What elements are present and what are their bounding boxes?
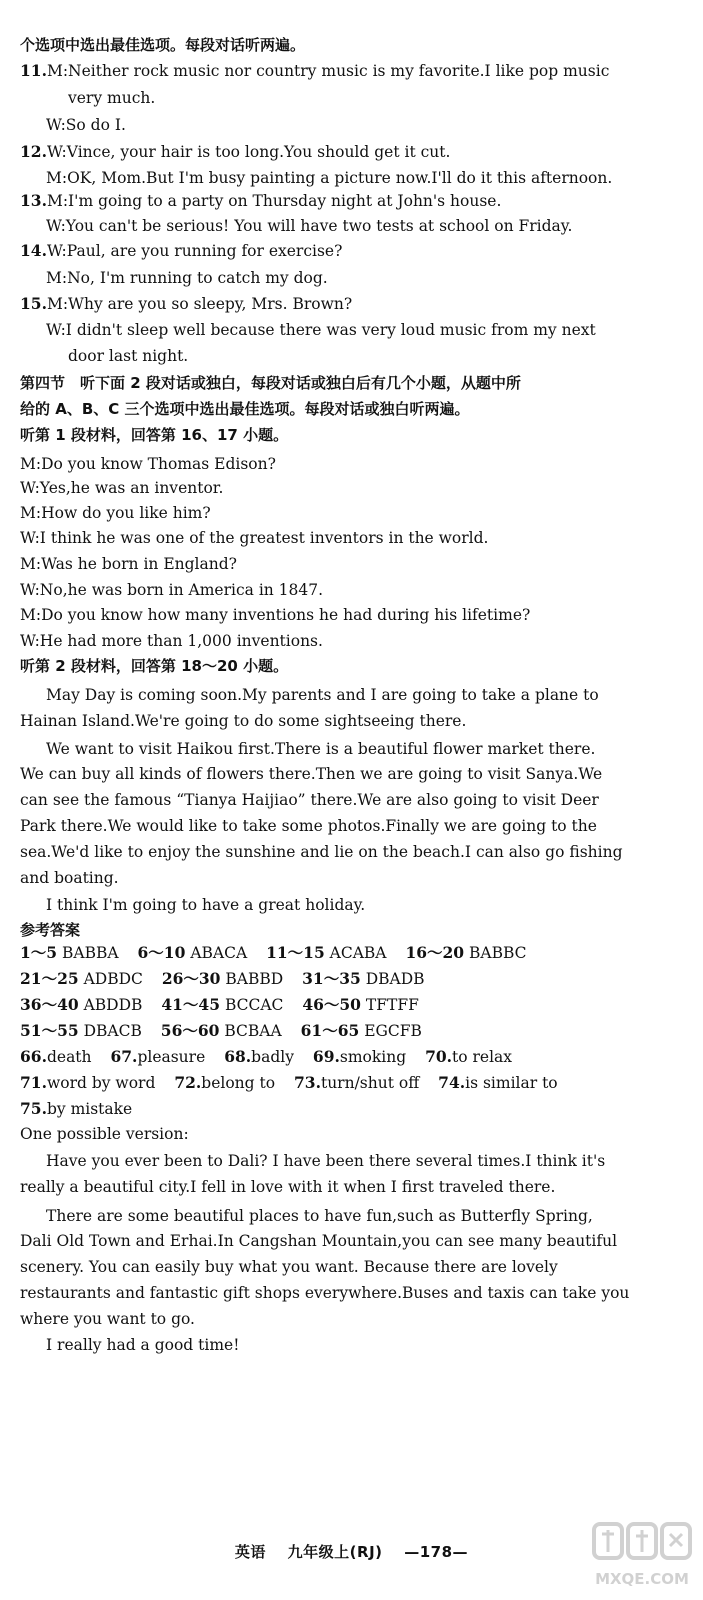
dialogue-line: M:Do you know Thomas Edison?: [20, 455, 276, 473]
dialogue-line: door last night.: [68, 347, 189, 365]
answer-row: [20, 1097, 690, 1121]
answer-row: [20, 967, 690, 991]
answer-group: 74.is similar to: [438, 1073, 558, 1092]
section-intro-tail: 个选项中选出最佳选项。每段对话听两遍。: [20, 36, 306, 54]
essay-line: where you want to go.: [20, 1310, 195, 1328]
dialogue-line: M:Was he born in England?: [20, 555, 237, 573]
essay-line: There are some beautiful places to have fun,such as Butterfly Spring,: [46, 1207, 593, 1225]
answer-group: 56～60 BCBAA: [160, 1021, 282, 1040]
passage-line: can see the famous “Tianya Haijiao” there.We are also going to visit Deer: [20, 791, 599, 809]
passage-line: Hainan Island.We're going to do some sightseeing there.: [20, 712, 467, 730]
dialogue-line: 12.W:Vince, your hair is too long.You should get it cut.: [20, 142, 451, 161]
essay-line: really a beautiful city.I fell in love with it when I first traveled there.: [20, 1178, 556, 1196]
dialogue-line: W:So do I.: [46, 116, 126, 134]
answer-group: 31～35 DBADB: [302, 969, 425, 988]
footer-subject: 英语: [234, 1543, 266, 1561]
passage-line: Park there.We would like to take some photos.Finally we are going to the: [20, 817, 597, 835]
answer-group: 26～30 BABBD: [161, 969, 284, 988]
dialogue-line: 14.W:Paul, are you running for exercise?: [20, 241, 343, 260]
answer-group: 75.by mistake: [20, 1099, 133, 1118]
answer-group: 67.pleasure: [110, 1047, 206, 1066]
dialogue-line: 11.M:Neither rock music nor country music is my favorite.I like pop music: [20, 61, 610, 80]
dialogue-line: 13.M:I'm going to a party on Thursday night at John's house.: [20, 191, 502, 210]
answer-group: 21～25 ADBDC: [20, 969, 143, 988]
answer-group: 70.to relax: [425, 1047, 513, 1066]
answer-group: 71.word by word: [20, 1073, 156, 1092]
dialogue-line: W:You can't be serious! You will have two tests at school on Friday.: [46, 217, 573, 235]
answer-row: [20, 1045, 690, 1069]
essay-line: Have you ever been to Dali? I have been there several times.I think it's: [46, 1152, 606, 1170]
answer-group: 61～65 EGCFB: [300, 1021, 422, 1040]
dialogue-line: W:Yes,he was an inventor.: [20, 479, 224, 497]
dialogue-line: M:OK, Mom.But I'm busy painting a picture now.I'll do it this afternoon.: [46, 169, 613, 187]
passage-line: I think I'm going to have a great holiday.: [46, 896, 366, 914]
footer-page-number: —178—: [404, 1543, 469, 1561]
answer-row: [20, 941, 690, 965]
answer-row: [20, 993, 690, 1017]
answer-group: 11～15 ACABA: [266, 943, 387, 962]
essay-label: One possible version:: [20, 1125, 189, 1143]
section-heading: 第四节 听下面 2 段对话或独白，每段对话或独白后有几个小题，从题中所: [20, 374, 521, 392]
answer-group: 1～5 BABBA: [20, 943, 119, 962]
answer-group: 46～50 TFTFF: [302, 995, 419, 1014]
dialogue-line: M:No, I'm running to catch my dog.: [46, 269, 328, 287]
essay-line: restaurants and fantastic gift shops everywhere.Buses and taxis can take you: [20, 1284, 630, 1302]
essay-line: scenery. You can easily buy what you want. Because there are lovely: [20, 1258, 558, 1276]
answer-row: [20, 1071, 690, 1095]
passage-line: We can buy all kinds of flowers there.Then we are going to visit Sanya.We: [20, 765, 603, 783]
answer-key-heading: 参考答案: [20, 921, 81, 939]
dialogue-line: W:No,he was born in America in 1847.: [20, 581, 324, 599]
answer-group: 36～40 ABDDB: [20, 995, 143, 1014]
passage-line: May Day is coming soon.My parents and I are going to take a plane to: [46, 686, 599, 704]
material-heading: 听第 2 段材料，回答第 18～20 小题。: [20, 657, 289, 675]
answer-group: 66.death: [20, 1047, 92, 1066]
dialogue-line: 15.M:Why are you so sleepy, Mrs. Brown?: [20, 294, 353, 313]
answer-row: [20, 1019, 690, 1043]
passage-line: We want to visit Haikou first.There is a beautiful flower market there.: [46, 740, 596, 758]
dialogue-line: W:He had more than 1,000 inventions.: [20, 632, 323, 650]
dialogue-line: very much.: [68, 89, 156, 107]
answer-group: 51～55 DBACB: [20, 1021, 142, 1040]
answer-group: 16～20 BABBC: [405, 943, 527, 962]
svg-text:MXQE.COM: MXQE.COM: [595, 1570, 689, 1588]
material-heading: 听第 1 段材料，回答第 16、17 小题。: [20, 426, 289, 444]
dialogue-line: M:Do you know how many inventions he had during his lifetime?: [20, 606, 531, 624]
passage-line: sea.We'd like to enjoy the sunshine and lie on the beach.I can also go fishing: [20, 843, 623, 861]
dialogue-line: W:I didn't sleep well because there was very loud music from my next: [46, 321, 596, 339]
answer-group: 41～45 BCCAC: [161, 995, 284, 1014]
section-heading: 给的 A、B、C 三个选项中选出最佳选项。每段对话或独白听两遍。: [20, 400, 470, 418]
essay-line: Dali Old Town and Erhai.In Cangshan Mountain,you can see many beautiful: [20, 1232, 618, 1250]
answer-group: 6～10 ABACA: [137, 943, 248, 962]
passage-line: and boating.: [20, 869, 119, 887]
answer-group: 73.turn/shut off: [294, 1073, 420, 1092]
answer-group: 69.smoking: [312, 1047, 407, 1066]
essay-line: I really had a good time!: [46, 1336, 240, 1354]
watermark-logo-icon: [588, 1520, 696, 1592]
dialogue-line: W:I think he was one of the greatest inventors in the world.: [20, 529, 489, 547]
answer-group: 68.badly: [224, 1047, 294, 1066]
answer-group: 72.belong to: [174, 1073, 276, 1092]
footer-grade: 九年级上(RJ): [287, 1543, 383, 1561]
dialogue-line: M:How do you like him?: [20, 504, 211, 522]
